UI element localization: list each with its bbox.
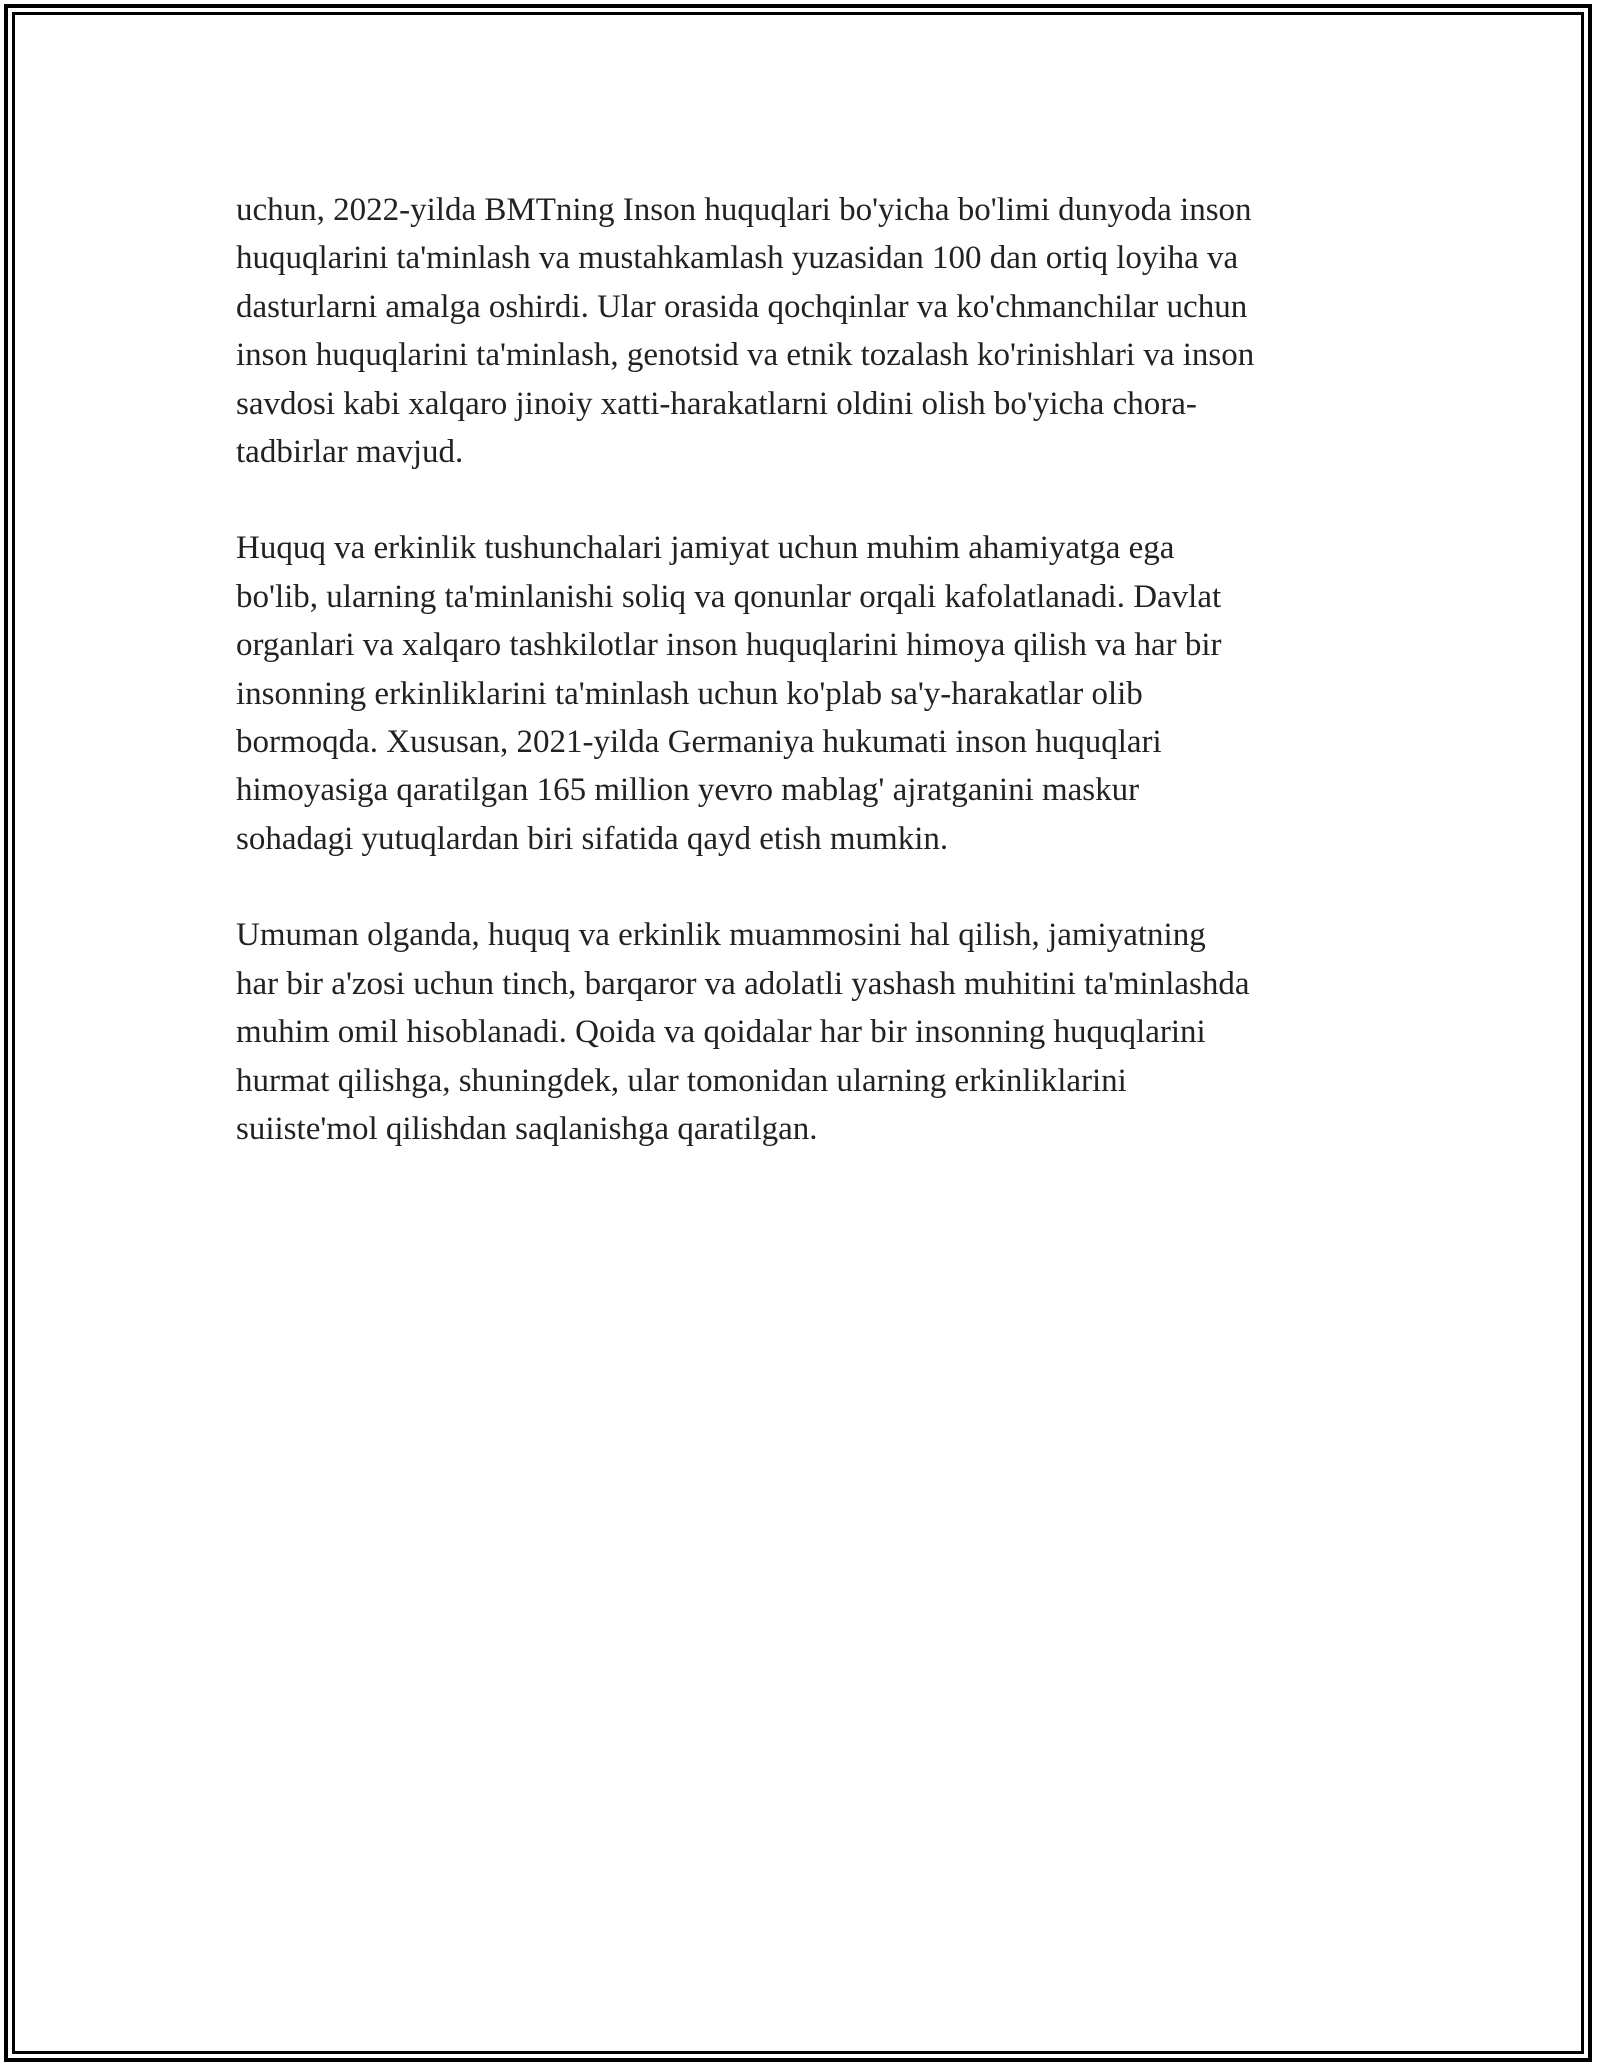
- paragraph-rights-and-freedoms: [236, 524, 1376, 863]
- text-line: Huquq va erkinlik tushunchalari jamiyat uchun muhim ahamiyatga ega: [236, 530, 1175, 567]
- text-line: har bir a'zosi uchun tinch, barqaror va adolatli yashash muhitini ta'minlashda: [236, 965, 1250, 1002]
- text-line: himoyasiga qaratilgan 165 million yevro mablag' ajratganini maskur: [236, 772, 1140, 809]
- text-line: huquqlarini ta'minlash va mustahkamlash yuzasidan 100 dan ortiq loyiha va: [236, 240, 1239, 277]
- text-line: tadbirlar mavjud.: [236, 434, 464, 471]
- text-line: inson huquqlarini ta'minlash, genotsid va etnik tozalash ko'rinishlari va inson: [236, 337, 1255, 374]
- text-line: sohadagi yutuqlardan biri sifatida qayd etish mumkin.: [236, 820, 949, 857]
- text-line: muhim omil hisoblanadi. Qoida va qoidalar har bir insonning huquqlarini: [236, 1014, 1206, 1051]
- text-line: organlari va xalqaro tashkilotlar inson huquqlarini himoya qilish va har bir: [236, 627, 1222, 664]
- text-line: suiiste'mol qilishdan saqlanishga qaratilgan.: [236, 1110, 818, 1147]
- paragraph-conclusion: [236, 911, 1376, 1153]
- text-line: savdosi kabi xalqaro jinoiy xatti-harakatlarni oldini olish bo'yicha chora-: [236, 385, 1197, 422]
- text-line: Umuman olganda, huquq va erkinlik muammosini hal qilish, jamiyatning: [236, 917, 1206, 954]
- document-body: [236, 186, 1376, 1201]
- text-line: hurmat qilishga, shuningdek, ular tomonidan ularning erkinliklarini: [236, 1062, 1127, 1099]
- text-line: uchun, 2022-yilda BMTning Inson huquqlari bo'yicha bo'limi dunyoda inson: [236, 192, 1252, 228]
- text-line: dasturlarni amalga oshirdi. Ular orasida qochqinlar va ko'chmanchilar uchun: [236, 288, 1248, 325]
- text-line: bo'lib, ularning ta'minlanishi soliq va qonunlar orqali kafolatlanadi. Davlat: [236, 578, 1222, 615]
- text-line: insonning erkinliklarini ta'minlash uchun ko'plab sa'y-harakatlar olib: [236, 675, 1143, 712]
- text-line: bormoqda. Xususan, 2021-yilda Germaniya hukumati inson huquqlari: [236, 724, 1162, 761]
- paragraph-un-human-rights-projects: [236, 186, 1376, 476]
